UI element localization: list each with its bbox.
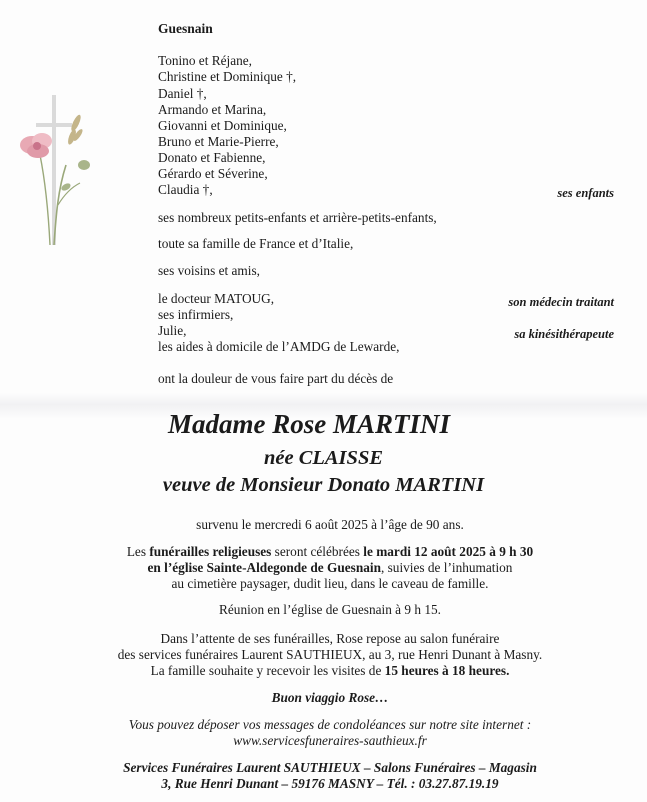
- family-member: Gérardo et Séverine,: [158, 166, 268, 181]
- family-member: Tonino et Réjane,: [158, 53, 252, 68]
- family-all-line: toute sa famille de France et d’Italie,: [158, 236, 354, 251]
- care-role: sa kinésithérapeute: [514, 327, 614, 341]
- company-line-1: Services Funéraires Laurent SAUTHIEUX – Salons Funéraires – Magasin: [123, 760, 537, 775]
- funeral-line-3: au cimetière paysager, dudit lieu, dans le caveau de famille.: [171, 576, 489, 591]
- company-line-2: 3, Rue Henri Dunant – 59176 MASNY – Tél. : 03.27.87.19.19: [161, 776, 499, 791]
- condolences-line: Vous pouvez déposer vos messages de condoléances sur notre site internet :: [128, 717, 532, 732]
- funeral-line-2: en l’église Sainte-Aldegonde de Guesnain, suivies de l’inhumation: [147, 560, 513, 575]
- grandchildren-line: ses nombreux petits-enfants et arrière-petits-enfants,: [158, 210, 437, 225]
- reunion-line: Réunion en l’église de Guesnain à 9 h 15.: [219, 602, 441, 617]
- neighbors-line: ses voisins et amis,: [158, 263, 260, 278]
- care-name: les aides à domicile de l’AMDG de Lewarde,: [158, 339, 400, 354]
- family-member: Giovanni et Dominique,: [158, 118, 287, 133]
- farewell-line: Buon viaggio Rose…: [271, 690, 389, 705]
- family-member: Christine et Dominique †,: [158, 69, 297, 84]
- deceased-maiden-name: née CLAISSE: [263, 447, 384, 469]
- family-role: ses enfants: [557, 186, 614, 200]
- flower-cross-emblem: [14, 95, 94, 255]
- family-member: Bruno et Marie-Pierre,: [158, 134, 279, 149]
- care-name: ses infirmiers,: [158, 307, 234, 322]
- visits-line-3: La famille souhaite y recevoir les visites de 15 heures à 18 heures.: [150, 663, 510, 678]
- care-name: le docteur MATOUG,: [158, 291, 275, 306]
- condolences-url[interactable]: www.servicesfuneraires-sauthieux.fr: [233, 733, 427, 748]
- family-member: Donato et Fabienne,: [158, 150, 266, 165]
- family-member: Daniel †,: [158, 86, 207, 101]
- cross-horizontal: [36, 123, 72, 127]
- family-member: Armando et Marina,: [158, 102, 267, 117]
- family-member: Claudia †,: [158, 182, 213, 197]
- place-name: Guesnain: [158, 21, 213, 36]
- funeral-line-1: Les funérailles religieuses seront célébrées le mardi 12 août 2025 à 9 h 30: [126, 544, 534, 559]
- care-role: son médecin traitant: [508, 295, 614, 309]
- visits-line-1: Dans l’attente de ses funérailles, Rose repose au salon funéraire: [160, 631, 500, 646]
- deceased-name: Madame Rose MARTINI: [168, 409, 451, 439]
- visits-line-2: des services funéraires Laurent SAUTHIEUX, au 3, rue Henri Dunant à Masny.: [117, 647, 543, 662]
- deceased-widow-line: veuve de Monsieur Donato MARTINI: [162, 474, 485, 496]
- care-name: Julie,: [158, 323, 187, 338]
- announce-line: ont la douleur de vous faire part du décès de: [158, 371, 394, 386]
- death-line: survenu le mercredi 6 août 2025 à l’âge de 90 ans.: [196, 517, 464, 532]
